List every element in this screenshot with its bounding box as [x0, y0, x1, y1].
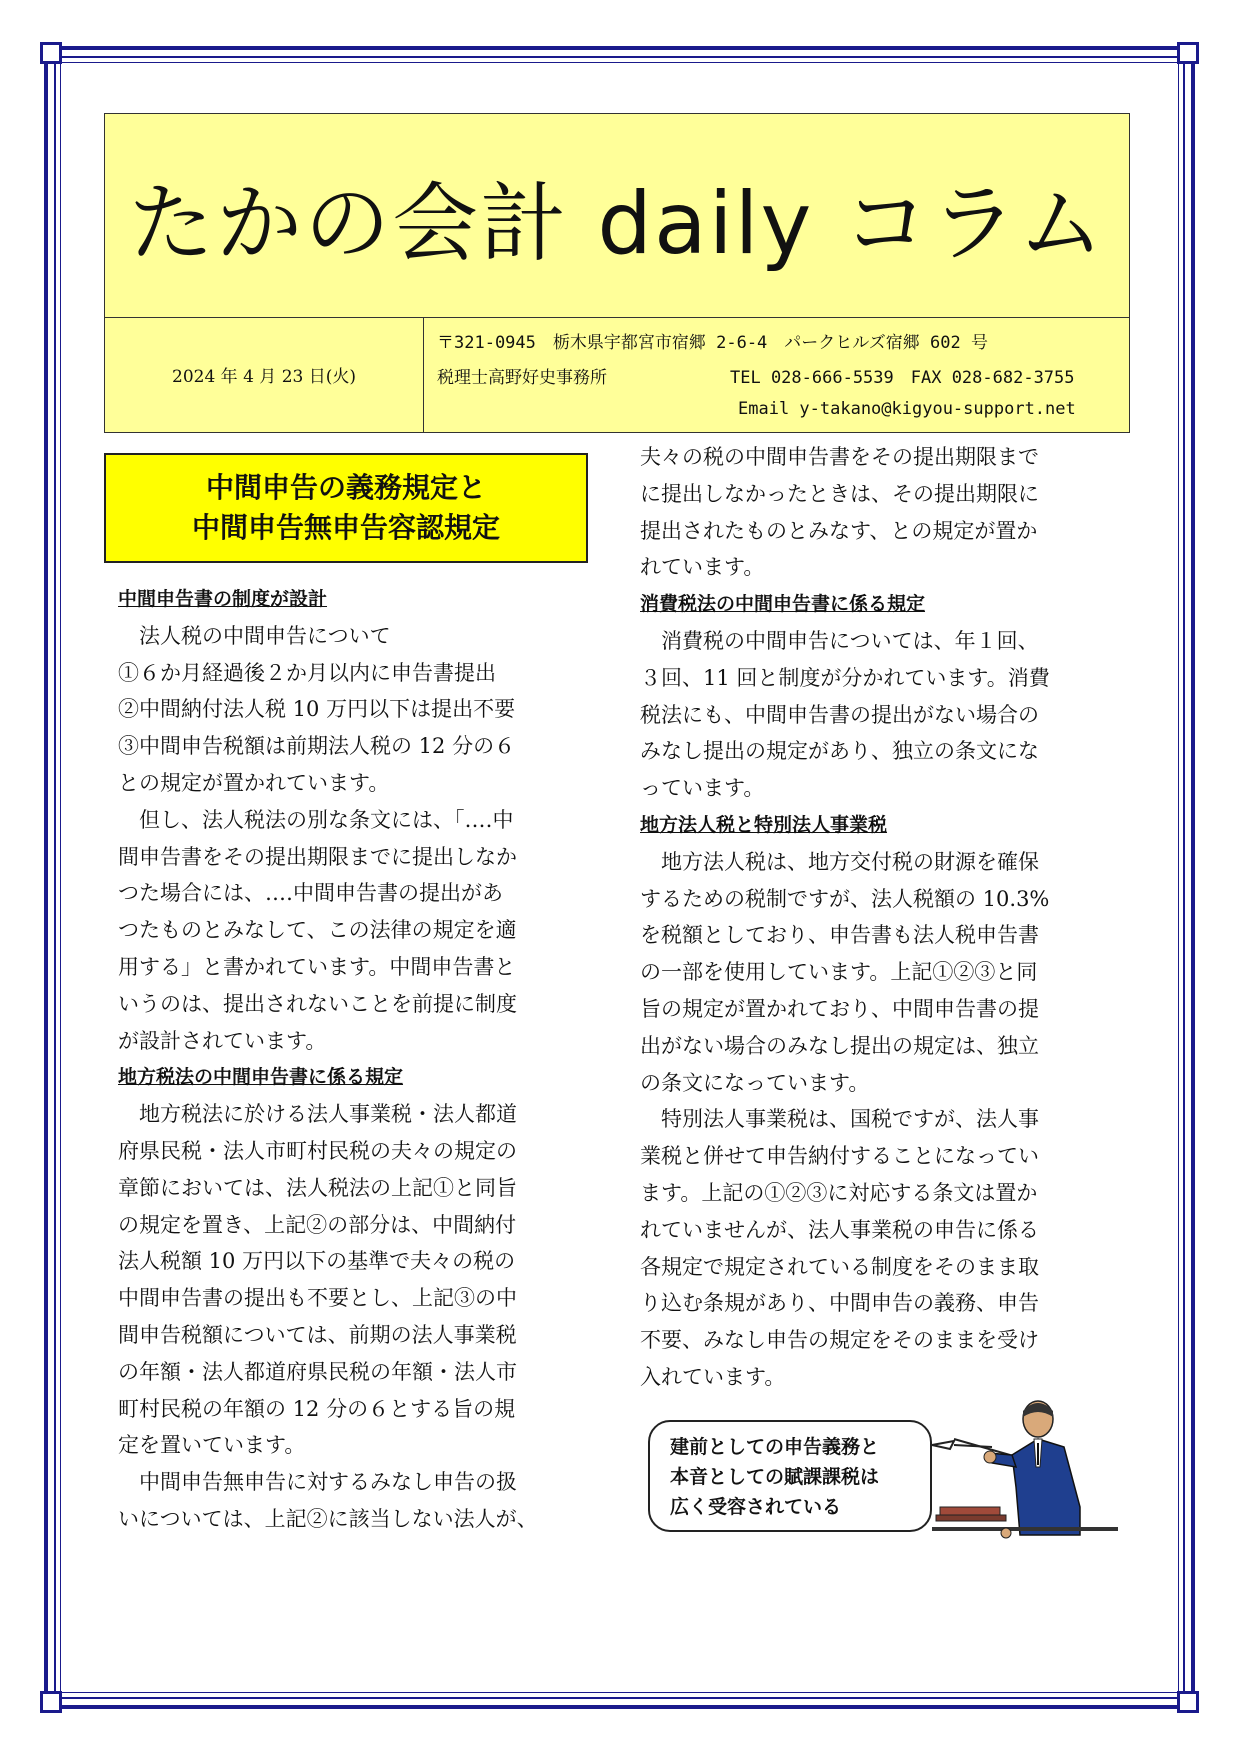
- left-text-line: が設計されています。: [118, 1028, 327, 1053]
- right-text-line: 不要、みなし申告の規定をそのままを受け: [640, 1328, 1039, 1353]
- left-text-line: の規定を置き、上記②の部分は、中間納付: [118, 1212, 517, 1237]
- right-text-line: れていませんが、法人事業税の申告に係る: [640, 1217, 1039, 1242]
- section-heading: 地方法人税と特別法人事業税: [640, 813, 888, 836]
- left-text-line: つた場合には、‥‥中間申告書の提出があ: [118, 881, 504, 906]
- right-text-line: 旨の規定が置かれており、中間申告書の提: [640, 996, 1039, 1021]
- left-text-line: 間申告書をその提出期限までに提出しなか: [118, 844, 517, 869]
- right-text-line: っています。: [640, 776, 765, 801]
- left-text-line: 中間申告無申告に対するみなし申告の扱: [118, 1470, 517, 1495]
- right-text-line: 出がない場合のみなし提出の規定は、独立: [640, 1033, 1039, 1058]
- right-text-line: れています。: [640, 555, 765, 580]
- left-text-line: の年額・法人都道府県民税の年額・法人市: [118, 1359, 517, 1384]
- border-corner-tr: [1177, 42, 1199, 64]
- right-text-line: ３回、11 回と制度が分かれています。消費: [640, 665, 1050, 690]
- lecturer-illustration: [930, 1397, 1118, 1547]
- right-text-line: 地方法人税は、地方交付税の財源を確保: [640, 849, 1039, 874]
- right-text-line: 税法にも、中間申告書の提出がない場合の: [640, 702, 1039, 727]
- border-corner-bl: [40, 1691, 62, 1713]
- right-text-line: の条文になっています。: [640, 1070, 870, 1095]
- border-corner-br: [1177, 1691, 1199, 1713]
- left-text-line: 法人税の中間申告について: [118, 623, 391, 648]
- left-text-line: 但し、法人税法の別な条文には、「‥‥中: [118, 807, 514, 832]
- info-divider: [423, 318, 424, 432]
- right-text-line: 夫々の税の中間申告書をその提出期限まで: [640, 445, 1039, 469]
- right-text-line: みなし提出の規定があり、独立の条文にな: [640, 739, 1039, 764]
- right-text-line: 業税と併せて申告納付することになってい: [640, 1144, 1039, 1169]
- left-text-line: ③中間申告税額は前期法人税の 12 分の６: [118, 734, 516, 759]
- bubble-line: 本音としての賦課課税は: [670, 1466, 880, 1488]
- left-text-line: いうのは、提出されないことを前提に制度: [118, 991, 517, 1016]
- right-text-line: するための税制ですが、法人税額の 10.3%: [640, 886, 1050, 911]
- contact-info: [104, 318, 1130, 433]
- bubble-line: 広く受容されている: [670, 1496, 842, 1518]
- left-text-line: 章節においては、法人税法の上記①と同旨: [118, 1175, 517, 1200]
- right-text-line: 提出されたものとみなす、との規定が置か: [640, 518, 1038, 543]
- left-text-line: いについては、上記②に該当しない法人が、: [118, 1506, 538, 1531]
- right-text-line: の一部を使用しています。上記①②③と同: [640, 960, 1038, 985]
- left-text-line: 用する」と書かれています。中間申告書と: [118, 954, 516, 979]
- article-right-column: [640, 439, 1120, 1396]
- office-name: 税理士高野好史事務所: [437, 368, 607, 388]
- tel-fax: TEL 028-666-5539 FAX 028-682-3755: [730, 368, 1075, 388]
- right-text-line: 特別法人事業税は、国税ですが、法人事: [640, 1107, 1039, 1132]
- left-text-line: ②中間納付法人税 10 万円以下は提出不要: [118, 697, 516, 722]
- article-heading: [104, 453, 588, 563]
- speech-bubble: [648, 1420, 932, 1532]
- left-text-line: 法人税額 10 万円以下の基準で夫々の税の: [118, 1249, 516, 1274]
- left-text-line: ①６か月経過後２か月以内に申告書提出: [118, 660, 496, 685]
- section-heading: 中間申告書の制度が設計: [118, 588, 328, 610]
- article-left-column: [118, 581, 598, 1538]
- office-address: 〒321-0945 栃木県宇都宮市宿郷 2-6-4 パークヒルズ宿郷 602 号: [437, 333, 988, 353]
- right-text-line: を税額としており、申告書も法人税申告書: [640, 923, 1039, 948]
- left-text-line: 間申告税額については、前期の法人事業税: [118, 1322, 517, 1347]
- left-text-line: 府県民税・法人市町村民税の夫々の規定の: [118, 1138, 517, 1163]
- left-text-line: 定を置いています。: [118, 1433, 306, 1458]
- left-text-line: 中間申告書の提出も不要とし、上記③の中: [118, 1286, 517, 1311]
- masthead: [104, 113, 1130, 318]
- section-heading: 消費税法の中間申告書に係る規定: [640, 593, 926, 616]
- border-corner-tl: [40, 42, 62, 64]
- left-text-line: つたものとみなして、この法律の規定を適: [118, 918, 517, 943]
- left-text-line: との規定が置かれています。: [118, 770, 390, 795]
- article-heading-line1: 中間申告の義務規定と: [205, 471, 486, 504]
- issue-date: 2024 年 4 月 23 日(火): [172, 367, 356, 387]
- left-text-line: 町村民税の年額の 12 分の６とする旨の規: [118, 1396, 516, 1421]
- right-text-line: ます。上記の①②③に対応する条文は置か: [640, 1180, 1038, 1205]
- right-text-line: 各規定で規定されている制度をそのまま取: [640, 1254, 1039, 1279]
- article-heading-line2: 中間申告無申告容認規定: [191, 511, 500, 544]
- bubble-line: 建前としての申告義務と: [670, 1436, 880, 1458]
- left-text-line: 地方税法に於ける法人事業税・法人都道: [118, 1102, 517, 1127]
- email-address[interactable]: Email y-takano@kigyou-support.net: [738, 399, 1076, 419]
- right-text-line: に提出しなかったときは、その提出期限に: [640, 481, 1039, 506]
- section-heading: 地方税法の中間申告書に係る規定: [118, 1066, 404, 1089]
- masthead-title: たかの会計 daily コラム: [128, 173, 1106, 274]
- right-text-line: り込む条規があり、中間申告の義務、申告: [640, 1291, 1039, 1316]
- right-text-line: 入れています。: [640, 1364, 786, 1389]
- right-text-line: 消費税の中間申告については、年１回、: [640, 628, 1039, 653]
